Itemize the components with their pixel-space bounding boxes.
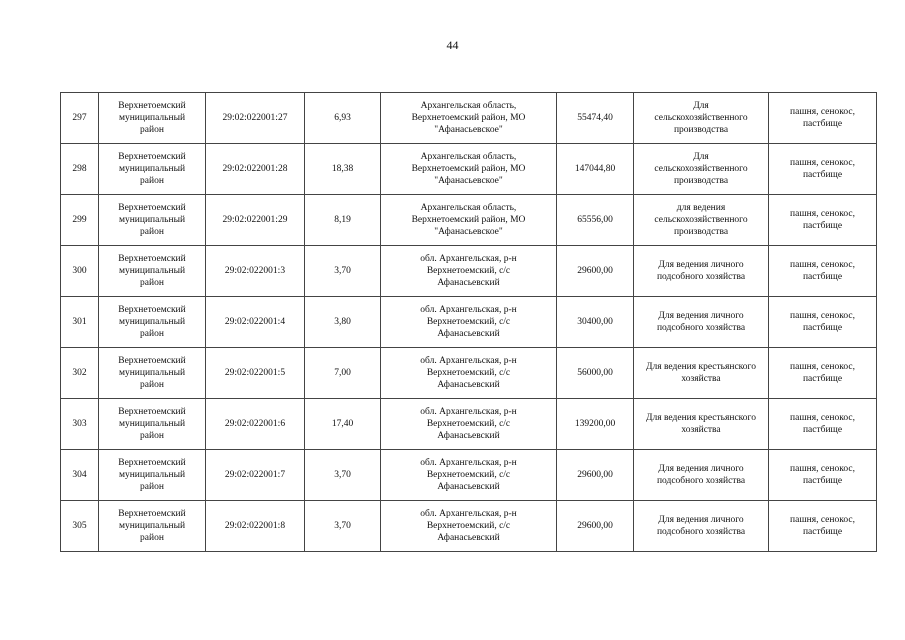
- cadastral-value-cell: 65556,00: [557, 195, 634, 246]
- address-cell: обл. Архангельская, р-н Верхнетоемский, с/с Афанасьевский: [381, 297, 557, 348]
- row-number-cell: 299: [61, 195, 99, 246]
- row-number-cell: 304: [61, 450, 99, 501]
- area-cell: 3,70: [305, 501, 381, 552]
- permitted-use-cell: Для сельскохозяйственного производства: [634, 93, 769, 144]
- permitted-use-cell: Для ведения крестьянского хозяйства: [634, 399, 769, 450]
- cadastral-number-cell: 29:02:022001:3: [206, 246, 305, 297]
- permitted-use-cell: Для ведения крестьянского хозяйства: [634, 348, 769, 399]
- land-type-cell: пашня, сенокос, пастбище: [769, 399, 877, 450]
- cadastral-value-cell: 147044,80: [557, 144, 634, 195]
- cadastral-value-cell: 30400,00: [557, 297, 634, 348]
- land-type-cell: пашня, сенокос, пастбище: [769, 246, 877, 297]
- cadastral-number-cell: 29:02:022001:28: [206, 144, 305, 195]
- row-number-cell: 298: [61, 144, 99, 195]
- land-type-cell: пашня, сенокос, пастбище: [769, 93, 877, 144]
- permitted-use-cell: Для ведения личного подсобного хозяйства: [634, 297, 769, 348]
- address-cell: обл. Архангельская, р-н Верхнетоемский, с/с Афанасьевский: [381, 348, 557, 399]
- cadastral-number-cell: 29:02:022001:7: [206, 450, 305, 501]
- district-cell: Верхнетоемский муниципальный район: [99, 246, 206, 297]
- table-row: [61, 399, 877, 450]
- district-cell: Верхнетоемский муниципальный район: [99, 195, 206, 246]
- row-number-cell: 300: [61, 246, 99, 297]
- cadastral-number-cell: 29:02:022001:4: [206, 297, 305, 348]
- area-cell: 8,19: [305, 195, 381, 246]
- address-cell: обл. Архангельская, р-н Верхнетоемский, с/с Афанасьевский: [381, 246, 557, 297]
- permitted-use-cell: Для сельскохозяйственного производства: [634, 144, 769, 195]
- address-cell: обл. Архангельская, р-н Верхнетоемский, с/с Афанасьевский: [381, 399, 557, 450]
- row-number-cell: 302: [61, 348, 99, 399]
- area-cell: 7,00: [305, 348, 381, 399]
- table-row: [61, 348, 877, 399]
- cadastral-value-cell: 29600,00: [557, 450, 634, 501]
- land-type-cell: пашня, сенокос, пастбище: [769, 195, 877, 246]
- permitted-use-cell: Для ведения личного подсобного хозяйства: [634, 450, 769, 501]
- table-row: [61, 297, 877, 348]
- address-cell: обл. Архангельская, р-н Верхнетоемский, с/с Афанасьевский: [381, 501, 557, 552]
- district-cell: Верхнетоемский муниципальный район: [99, 399, 206, 450]
- land-type-cell: пашня, сенокос, пастбище: [769, 348, 877, 399]
- land-type-cell: пашня, сенокос, пастбище: [769, 501, 877, 552]
- permitted-use-cell: для ведения сельскохозяйственного производства: [634, 195, 769, 246]
- cadastral-number-cell: 29:02:022001:6: [206, 399, 305, 450]
- area-cell: 17,40: [305, 399, 381, 450]
- table-row: [61, 195, 877, 246]
- table-row: [61, 501, 877, 552]
- area-cell: 18,38: [305, 144, 381, 195]
- table-body: [61, 93, 877, 552]
- address-cell: Архангельская область, Верхнетоемский район, МО "Афанасьевское": [381, 93, 557, 144]
- address-cell: Архангельская область, Верхнетоемский район, МО "Афанасьевское": [381, 195, 557, 246]
- address-cell: обл. Архангельская, р-н Верхнетоемский, с/с Афанасьевский: [381, 450, 557, 501]
- row-number-cell: 297: [61, 93, 99, 144]
- land-plots-table: [60, 92, 877, 552]
- district-cell: Верхнетоемский муниципальный район: [99, 348, 206, 399]
- district-cell: Верхнетоемский муниципальный район: [99, 93, 206, 144]
- page-number: 44: [446, 38, 459, 52]
- area-cell: 3,70: [305, 450, 381, 501]
- row-number-cell: 303: [61, 399, 99, 450]
- land-type-cell: пашня, сенокос, пастбище: [769, 144, 877, 195]
- table-row: [61, 246, 877, 297]
- cadastral-number-cell: 29:02:022001:5: [206, 348, 305, 399]
- cadastral-value-cell: 29600,00: [557, 501, 634, 552]
- cadastral-number-cell: 29:02:022001:27: [206, 93, 305, 144]
- row-number-cell: 305: [61, 501, 99, 552]
- cadastral-value-cell: 29600,00: [557, 246, 634, 297]
- permitted-use-cell: Для ведения личного подсобного хозяйства: [634, 246, 769, 297]
- table-row: [61, 450, 877, 501]
- cadastral-number-cell: 29:02:022001:29: [206, 195, 305, 246]
- district-cell: Верхнетоемский муниципальный район: [99, 144, 206, 195]
- land-type-cell: пашня, сенокос, пастбище: [769, 297, 877, 348]
- cadastral-value-cell: 55474,40: [557, 93, 634, 144]
- row-number-cell: 301: [61, 297, 99, 348]
- table-row: [61, 93, 877, 144]
- cadastral-value-cell: 139200,00: [557, 399, 634, 450]
- cadastral-value-cell: 56000,00: [557, 348, 634, 399]
- land-type-cell: пашня, сенокос, пастбище: [769, 450, 877, 501]
- district-cell: Верхнетоемский муниципальный район: [99, 501, 206, 552]
- area-cell: 3,70: [305, 246, 381, 297]
- table-row: [61, 144, 877, 195]
- area-cell: 3,80: [305, 297, 381, 348]
- permitted-use-cell: Для ведения личного подсобного хозяйства: [634, 501, 769, 552]
- area-cell: 6,93: [305, 93, 381, 144]
- district-cell: Верхнетоемский муниципальный район: [99, 450, 206, 501]
- cadastral-number-cell: 29:02:022001:8: [206, 501, 305, 552]
- district-cell: Верхнетоемский муниципальный район: [99, 297, 206, 348]
- address-cell: Архангельская область, Верхнетоемский район, МО "Афанасьевское": [381, 144, 557, 195]
